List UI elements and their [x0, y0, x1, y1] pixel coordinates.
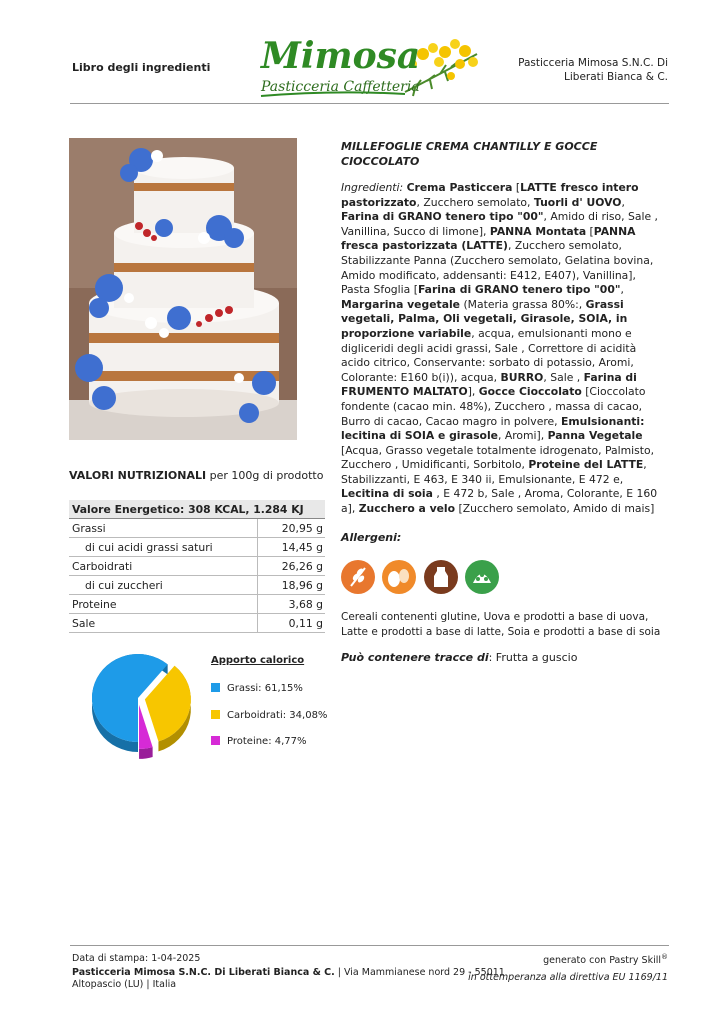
ingredient-segment: [Acqua, Grasso vegetale totalmente idrogenato, Palmisto, Zucchero , Umidificanti, Sorbitolo,	[341, 443, 655, 472]
generated-with	[543, 953, 668, 966]
ingredient-segment: Grassi vegetali, Palma, Oli vegetali, Girasole, SOIA, in proporzione variabile	[341, 297, 628, 340]
allergens-description: Cereali contenenti glutine, Uova e prodotti a base di uova, Latte e prodotti a base di latte, Soia e prodotti a base di soia	[341, 611, 661, 638]
ingredient-segment: , Zucchero semolato,	[416, 195, 534, 209]
nutrition-label: di cui zuccheri	[69, 576, 258, 595]
milk-icon	[424, 560, 458, 594]
registered-mark: ®	[661, 953, 668, 961]
ingredient-segment: ,	[620, 283, 624, 297]
legend-label-carboidrati: Carboidrati: 34,08%	[227, 710, 328, 721]
soy-icon	[465, 560, 499, 594]
legend-swatch-proteine	[211, 736, 220, 745]
calorie-pie-chart	[88, 642, 198, 764]
generated-with-text: generato con Pastry Skill	[543, 955, 661, 967]
legend-label-proteine: Proteine: 4,77%	[227, 736, 307, 747]
eggs-icon	[382, 560, 416, 594]
nutrition-value: 18,96 g	[258, 576, 326, 595]
nutrition-table	[69, 500, 325, 633]
ingredient-segment: PANNA fresca pastorizzata (LATTE)	[341, 224, 636, 253]
ingredient-segment: Panna Vegetale	[547, 429, 643, 443]
ingredients-list	[341, 181, 666, 517]
nutrition-value: 3,68 g	[258, 595, 326, 614]
legend-item-carboidrati	[211, 710, 327, 721]
energy-row	[69, 500, 325, 519]
regulation-note: in ottemperanza alla direttiva EU 1169/11	[468, 972, 668, 983]
ingredient-segment: LATTE fresco intero pastorizzato	[341, 181, 639, 209]
allergen-icons	[341, 559, 511, 595]
product-title-line-2: CIOCCOLATO	[341, 155, 420, 168]
ingredient-segment: Emulsionanti: lecitina di SOIA e girasole	[341, 414, 645, 443]
nutrition-value: 0,11 g	[258, 614, 326, 633]
nutrition-label: Carboidrati	[69, 557, 258, 576]
ingredient-segment: Lecitina di soia	[341, 487, 433, 501]
product-title	[341, 139, 641, 169]
legend-item-grassi	[211, 683, 303, 694]
header-divider	[70, 103, 669, 104]
ingredient-segment: Zucchero a velo	[358, 502, 456, 516]
nutrition-label: Proteine	[69, 595, 258, 614]
ingredient-segment: Gocce Cioccolato	[478, 385, 582, 399]
nutrition-row	[69, 576, 325, 595]
ingredient-segment: , acqua, emulsionanti mono e digliceridi degli acidi grassi, Sale , Correttore di acidità acido citrico, Conservante: sorbato di potassio, Aromi, Colorante: E160 b(i)), acqua,	[341, 326, 637, 384]
product-photo	[69, 138, 297, 440]
ingredient-segment: Crema Pasticcera	[406, 181, 513, 194]
nutrition-row	[69, 538, 325, 557]
ingredient-segment: Ingredienti:	[341, 181, 407, 194]
nutrition-title	[69, 469, 323, 482]
allergens-title: Allergeni:	[341, 531, 402, 544]
ingredient-segment: PANNA Montata	[489, 224, 587, 238]
ingredient-segment: (Materia grassa 80%:,	[460, 297, 586, 311]
nutrition-label: Sale	[69, 614, 258, 633]
ingredient-segment: [Cioccolato fondente (cacao min. 48%), Zucchero , massa di cacao, Burro di cacao, Cacao magro in polvere,	[341, 385, 646, 428]
ingredient-segment: [	[586, 224, 594, 238]
ingredient-segment: Farina di FRUMENTO MALTATO	[341, 370, 637, 399]
nutrition-row	[69, 595, 325, 614]
ingredient-segment: ,	[621, 195, 625, 209]
ingredient-segment: Farina di GRANO tenero tipo "00"	[341, 210, 544, 224]
ingredient-segment: , Sale ,	[543, 370, 584, 384]
legend-swatch-carboidrati	[211, 710, 220, 719]
legend-swatch-grassi	[211, 683, 220, 692]
ingredient-segment: [	[512, 181, 521, 194]
nutrition-value: 26,26 g	[258, 557, 326, 576]
legend-label-grassi: Grassi: 61,15%	[227, 683, 303, 694]
ingredient-segment: [Zucchero semolato, Amido di mais]	[455, 502, 655, 516]
footer-address-1: | Via Mammianese nord 29 - 55011	[334, 967, 505, 978]
nutrition-row	[69, 557, 325, 576]
print-date: Data di stampa: 1-04-2025	[72, 953, 201, 964]
legend-item-proteine	[211, 736, 307, 747]
footer-divider	[70, 945, 669, 946]
company-header	[518, 56, 668, 84]
footer-company-name: Pasticceria Mimosa S.N.C. Di Liberati Bianca & C.	[72, 967, 335, 978]
ingredient-segment: Tuorli d' UOVO	[533, 195, 622, 209]
energy-value: Valore Energetico: 308 KCAL, 1.284 KJ	[69, 500, 325, 519]
logo-name: Mimosa	[261, 35, 421, 77]
nutrition-value: 20,95 g	[258, 519, 326, 538]
ingredient-segment: , Aromi],	[497, 429, 548, 443]
product-title-line-1: MILLEFOGLIE CREMA CHANTILLY E GOCCE	[341, 140, 598, 153]
ingredient-segment: , E 472 b, Sale , Aroma, Colorante, E 160 a],	[341, 487, 658, 516]
footer-address-2: Altopascio (LU) | Italia	[72, 979, 177, 990]
document-type-label: Libro degli ingredienti	[72, 61, 211, 74]
ingredient-segment: Margarina vegetale	[341, 297, 461, 311]
traces-label: Può contenere tracce di	[341, 651, 489, 664]
company-line-1: Pasticceria Mimosa S.N.C. Di	[518, 57, 668, 69]
ingredient-segment: Proteine del LATTE	[528, 458, 644, 472]
nutrition-title-rest: per 100g di prodotto	[206, 469, 324, 482]
ingredient-segment: BURRO	[500, 370, 544, 384]
nutrition-value: 14,45 g	[258, 538, 326, 557]
chart-title: Apporto calorico	[211, 655, 305, 666]
logo-subtitle: Pasticceria Caffetteria	[261, 79, 420, 95]
nutrition-row	[69, 519, 325, 538]
may-contain-traces	[341, 651, 577, 664]
mimosa-logo	[255, 34, 487, 104]
nutrition-title-bold: VALORI NUTRIZIONALI	[69, 469, 207, 482]
wheat-icon	[341, 560, 375, 594]
footer-company	[72, 967, 505, 991]
nutrition-label: Grassi	[69, 519, 258, 538]
nutrition-row	[69, 614, 325, 633]
ingredient-segment: , Stabilizzanti, E 463, E 340 ii, Emulsionante, E 472 e,	[341, 458, 647, 486]
nutrition-label: di cui acidi grassi saturi	[69, 538, 258, 557]
ingredient-segment: , Amido di riso, Sale , Vanillina, Succo di limone],	[341, 210, 658, 238]
ingredient-segment: , Zucchero semolato, Stabilizzante Panna (Zucchero semolato, Gelatina bovina, Amido modificato, addensanti: E412, E407), Vanillina], Pasta Sfoglia [	[341, 239, 654, 297]
ingredient-segment: ],	[467, 385, 479, 399]
traces-value: : Frutta a guscio	[488, 651, 578, 664]
ingredient-segment: Farina di GRANO tenero tipo "00"	[417, 283, 621, 297]
company-line-2: Liberati Bianca & C.	[564, 71, 668, 83]
